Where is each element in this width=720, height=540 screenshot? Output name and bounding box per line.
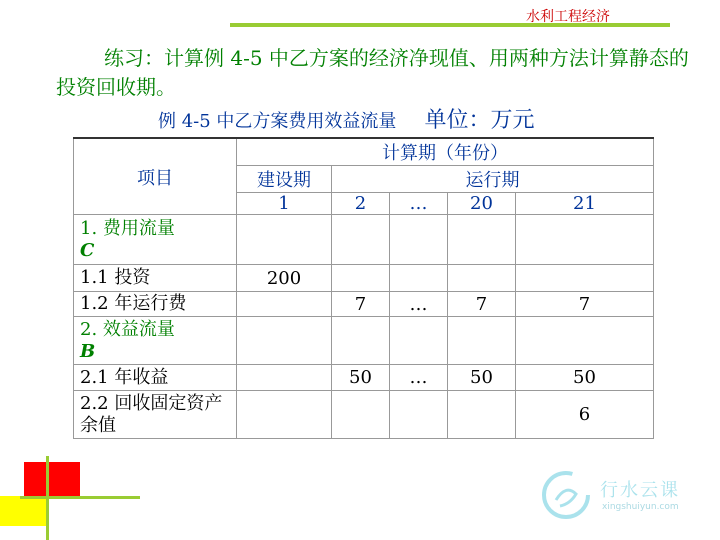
table-cell	[390, 215, 448, 265]
year-ellipsis: …	[390, 193, 448, 215]
row-label: 1. 费用流量 C	[74, 215, 237, 265]
table-cell	[390, 391, 448, 439]
table-row	[74, 215, 654, 265]
table-cell	[390, 317, 448, 365]
table-row	[74, 365, 654, 391]
table-caption	[158, 103, 534, 134]
table-row	[74, 292, 654, 317]
table-cell	[448, 391, 516, 439]
table-cell	[237, 292, 332, 317]
table-cell	[332, 317, 390, 365]
year-20: 20	[448, 193, 516, 215]
decor-yellow-square	[0, 496, 46, 526]
row-symbol: B	[80, 340, 96, 362]
table-cell	[516, 265, 654, 292]
row-label: 1.1 投资	[74, 265, 237, 292]
table-cell	[448, 265, 516, 292]
table-cell: 7	[448, 292, 516, 317]
exercise-text: 练习：计算例 4-5 中乙方案的经济净现值、用两种方法计算静态的投资回收期。	[56, 46, 689, 99]
table-cell: 200	[237, 265, 332, 292]
table-cell: …	[390, 292, 448, 317]
header-period: 计算期（年份）	[237, 138, 654, 166]
table-cell	[237, 215, 332, 265]
table-cell	[332, 215, 390, 265]
table-cell	[390, 265, 448, 292]
row-symbol: C	[80, 239, 95, 261]
table-cell: 50	[516, 365, 654, 391]
decor-red-square	[24, 462, 80, 498]
caption-unit: 单位：万元	[424, 108, 535, 133]
table-row	[74, 265, 654, 292]
watermark-logo-icon	[540, 470, 592, 520]
table-cell	[448, 317, 516, 365]
table-cell: 50	[332, 365, 390, 391]
table-cell	[516, 317, 654, 365]
caption-text: 例 4-5 中乙方案费用效益流量	[158, 111, 397, 132]
table-cell: 7	[516, 292, 654, 317]
table-cell: 50	[448, 365, 516, 391]
cash-flow-table	[73, 137, 654, 439]
table-cell	[237, 365, 332, 391]
table-cell: 7	[332, 292, 390, 317]
row-label: 2.1 年收益	[74, 365, 237, 391]
table-cell	[332, 391, 390, 439]
table-cell	[516, 215, 654, 265]
watermark	[540, 470, 700, 520]
watermark-name: 行水云课	[600, 480, 680, 501]
row-label: 2. 效益流量 B	[74, 317, 237, 365]
year-21: 21	[516, 193, 654, 215]
course-title: 水利工程经济	[526, 9, 610, 25]
table-cell	[448, 215, 516, 265]
year-2: 2	[332, 193, 390, 215]
table-cell	[237, 317, 332, 365]
row-label: 1.2 年运行费	[74, 292, 237, 317]
header-construction: 建设期	[237, 166, 332, 193]
row-label: 2.2 回收固定资产余值	[74, 391, 237, 439]
watermark-url: xingshuiyun.com	[602, 502, 679, 512]
table-cell	[237, 391, 332, 439]
table-cell: …	[390, 365, 448, 391]
decor-horizontal-line	[20, 496, 140, 499]
table-cell: 6	[516, 391, 654, 439]
header-item: 项目	[74, 138, 237, 215]
year-1: 1	[237, 193, 332, 215]
table-row	[74, 391, 654, 439]
table-row	[74, 317, 654, 365]
table-cell	[332, 265, 390, 292]
header-operation: 运行期	[332, 166, 654, 193]
